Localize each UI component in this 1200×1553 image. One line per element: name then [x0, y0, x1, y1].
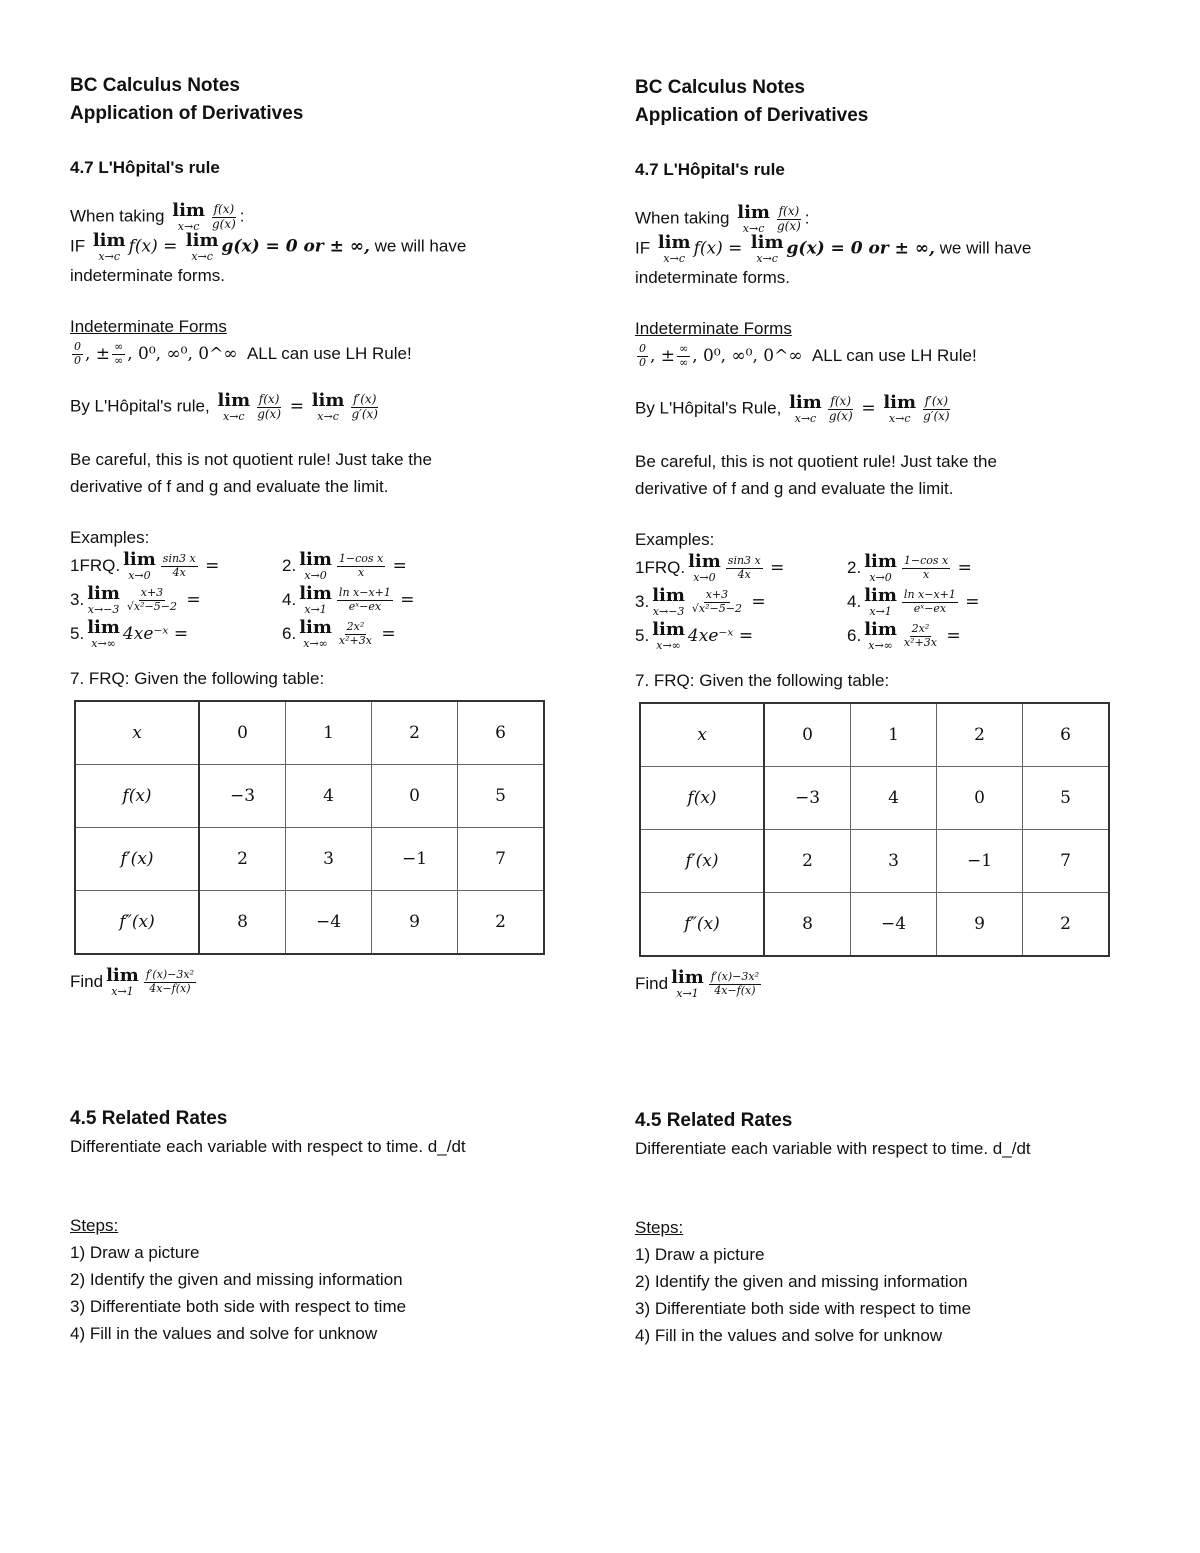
- when-taking-line: When taking lim x→c $\frac{f(x)}{g(x)}$ :: [70, 200, 245, 233]
- table-row: [640, 893, 1109, 957]
- example-1: 1FRQ. lim x→0 $\frac{\sin 3 x}{4x}$ =: [635, 551, 785, 584]
- table-row: [75, 891, 544, 955]
- find-limit-line: Find lim x→1 $\frac{\text{f′(x)−3x²}}{4x-f(x)}$: [70, 965, 194, 998]
- indeterminate-forms-list: $\frac{0}{0}$ , ± $\frac{\infty}{\infty}$ , 0⁰, ∞⁰, 0^∞ ALL can use LH Rule!: [74, 340, 412, 368]
- table-cell: 1: [851, 703, 937, 767]
- lim-expression: lim x→c: [172, 200, 205, 233]
- careful-note-1: Be careful, this is not quotient rule! Just take the: [70, 450, 432, 469]
- example-4: 4. lim x→1 $\frac{\text{ln x−x+1}}{\text{eˣ−ex}}$ =: [847, 585, 980, 618]
- values-table: [639, 702, 1110, 957]
- example-3: 3. lim x→−3 $\frac{x+3}{\text{√x²−5−2}}$ =: [635, 585, 766, 618]
- steps-label: Steps:: [635, 1218, 684, 1237]
- notes-title-1: BC Calculus Notes: [70, 75, 240, 96]
- indeterminate-text: indeterminate forms.: [635, 268, 790, 287]
- notes-column-left: [70, 72, 560, 1347]
- table-cell: 0: [764, 703, 851, 767]
- table-row: [75, 701, 544, 765]
- table-row-header: f(x): [75, 765, 199, 828]
- indeterminate-heading: Indeterminate Forms: [70, 317, 227, 336]
- forms-note: ALL can use LH Rule!: [246, 344, 412, 363]
- when-taking-text: When taking: [635, 208, 730, 228]
- step-item: 4) Fill in the values and solve for unknow: [635, 1326, 943, 1345]
- if-condition-line: IF lim x→c f(x) = lim x→c g(x) = 0 or ± ∞, we will have: [635, 232, 1032, 265]
- table-cell: 2: [764, 830, 851, 893]
- table-cell: −3: [199, 765, 286, 828]
- related-rates-description: Differentiate each variable with respect to time. d_/dt: [635, 1139, 1031, 1158]
- careful-note-2: derivative of f and g and evaluate the limit.: [70, 477, 389, 496]
- table-cell: 0: [199, 701, 286, 765]
- table-row-header: f(x): [640, 767, 764, 830]
- find-limit-line: Find lim x→1 $\frac{\text{f′(x)−3x²}}{4x-f(x)}$: [635, 967, 759, 1000]
- example-4: 4. lim x→1 $\frac{\text{ln x−x+1}}{\text{eˣ−ex}}$ =: [282, 583, 415, 616]
- f-over-g-fraction: $\frac{f(x)}{g(x)}$: [776, 203, 801, 233]
- example-2: 2. lim x→0 $\frac{\text{1−cos x}}{x}$ =: [282, 549, 407, 582]
- example-3: 3. lim x→−3 $\frac{x+3}{\text{√x²−5−2}}$ =: [70, 583, 201, 616]
- table-cell: 2: [937, 703, 1023, 767]
- example-1: 1FRQ. lim x→0 $\frac{\sin 3 x}{4x}$ =: [70, 549, 220, 582]
- careful-note-2: derivative of f and g and evaluate the limit.: [635, 479, 954, 498]
- f-over-g-fraction: $\frac{f(x)}{g(x)}$: [211, 201, 236, 231]
- table-row: [640, 767, 1109, 830]
- section-lhopital-title: 4.7 L'Hôpital's rule: [635, 160, 785, 179]
- notes-column-right: [635, 74, 1125, 1349]
- examples-grid: [635, 553, 1125, 651]
- table-cell: 4: [851, 767, 937, 830]
- step-item: 4) Fill in the values and solve for unknow: [70, 1324, 378, 1343]
- table-cell: 0: [372, 765, 458, 828]
- notes-title-1: BC Calculus Notes: [635, 77, 805, 98]
- lhopital-rule-statement: By L'Hôpital's Rule, lim x→c $\frac{f(x)}{g(x)}$ = lim x→c $\frac{f'(x)}{g'(x)}$: [635, 392, 950, 425]
- section-related-rates-title: 4.5 Related Rates: [635, 1110, 793, 1131]
- table-row-header: f′(x): [75, 828, 199, 891]
- frq-line: 7. FRQ: Given the following table:: [635, 671, 890, 690]
- step-item: 3) Differentiate both side with respect to time: [70, 1297, 407, 1316]
- when-taking-text: When taking: [70, 206, 165, 226]
- indeterminate-text: indeterminate forms.: [70, 266, 225, 285]
- step-item: 3) Differentiate both side with respect to time: [635, 1299, 972, 1318]
- step-item: 2) Identify the given and missing information: [635, 1272, 968, 1291]
- table-cell: 7: [458, 828, 545, 891]
- steps-label: Steps:: [70, 1216, 119, 1235]
- table-row: [640, 830, 1109, 893]
- example-6: 6. lim x→∞ $\frac{\text{2x²}}{\text{x²+3x}}$ =: [282, 617, 396, 650]
- indeterminate-forms-list: $\frac{0}{0}$ , ± $\frac{\infty}{\infty}$ , 0⁰, ∞⁰, 0^∞ ALL can use LH Rule!: [639, 342, 977, 370]
- step-item: 2) Identify the given and missing information: [70, 1270, 403, 1289]
- table-cell: 2: [1023, 893, 1110, 957]
- frq-line: 7. FRQ: Given the following table:: [70, 669, 325, 688]
- example-6: 6. lim x→∞ $\frac{\text{2x²}}{\text{x²+3x}}$ =: [847, 619, 961, 652]
- table-cell: 3: [851, 830, 937, 893]
- table-cell: 4: [286, 765, 372, 828]
- table-row-header: x: [75, 701, 199, 765]
- related-rates-description: Differentiate each variable with respect to time. d_/dt: [70, 1137, 466, 1156]
- table-cell: 3: [286, 828, 372, 891]
- table-cell: 7: [1023, 830, 1110, 893]
- table-cell: 2: [199, 828, 286, 891]
- table-cell: 8: [199, 891, 286, 955]
- example-5: 5. lim x→∞ 4xe⁻ˣ =: [635, 619, 754, 652]
- careful-note-1: Be careful, this is not quotient rule! Just take the: [635, 452, 997, 471]
- notes-title-2: Application of Derivatives: [635, 105, 869, 126]
- table-cell: −3: [764, 767, 851, 830]
- table-cell: 6: [1023, 703, 1110, 767]
- table-cell: 2: [458, 891, 545, 955]
- step-item: 1) Draw a picture: [635, 1245, 765, 1264]
- table-cell: 5: [1023, 767, 1110, 830]
- table-row-header: f″(x): [640, 893, 764, 957]
- when-taking-line: When taking lim x→c $\frac{f(x)}{g(x)}$ :: [635, 202, 810, 235]
- example-2: 2. lim x→0 $\frac{\text{1−cos x}}{x}$ =: [847, 551, 972, 584]
- step-item: 1) Draw a picture: [70, 1243, 200, 1262]
- table-row: [640, 703, 1109, 767]
- table-cell: 9: [937, 893, 1023, 957]
- section-lhopital-title: 4.7 L'Hôpital's rule: [70, 158, 220, 177]
- table-row-header: f″(x): [75, 891, 199, 955]
- table-cell: 6: [458, 701, 545, 765]
- table-cell: −4: [851, 893, 937, 957]
- table-cell: 2: [372, 701, 458, 765]
- table-cell: 1: [286, 701, 372, 765]
- table-cell: 0: [937, 767, 1023, 830]
- values-table: [74, 700, 545, 955]
- examples-grid: [70, 551, 560, 649]
- table-cell: −1: [372, 828, 458, 891]
- table-cell: 5: [458, 765, 545, 828]
- table-row: [75, 828, 544, 891]
- example-5: 5. lim x→∞ 4xe⁻ˣ =: [70, 617, 189, 650]
- table-cell: −4: [286, 891, 372, 955]
- examples-label: Examples:: [70, 528, 150, 547]
- if-condition-line: IF lim x→c f(x) = lim x→c g(x) = 0 or ± ∞, we will have: [70, 230, 467, 263]
- section-related-rates-title: 4.5 Related Rates: [70, 1108, 228, 1129]
- table-row-header: x: [640, 703, 764, 767]
- forms-note: ALL can use LH Rule!: [811, 346, 977, 365]
- table-row-header: f′(x): [640, 830, 764, 893]
- lim-expression: lim x→c: [737, 202, 770, 235]
- table-cell: 9: [372, 891, 458, 955]
- table-row: [75, 765, 544, 828]
- notes-title-2: Application of Derivatives: [70, 103, 304, 124]
- lhopital-rule-statement: By L'Hôpital's rule, lim x→c $\frac{f(x)}{g(x)}$ = lim x→c $\frac{f'(x)}{g'(x)}$: [70, 390, 378, 423]
- indeterminate-heading: Indeterminate Forms: [635, 319, 792, 338]
- table-cell: 8: [764, 893, 851, 957]
- table-cell: −1: [937, 830, 1023, 893]
- examples-label: Examples:: [635, 530, 715, 549]
